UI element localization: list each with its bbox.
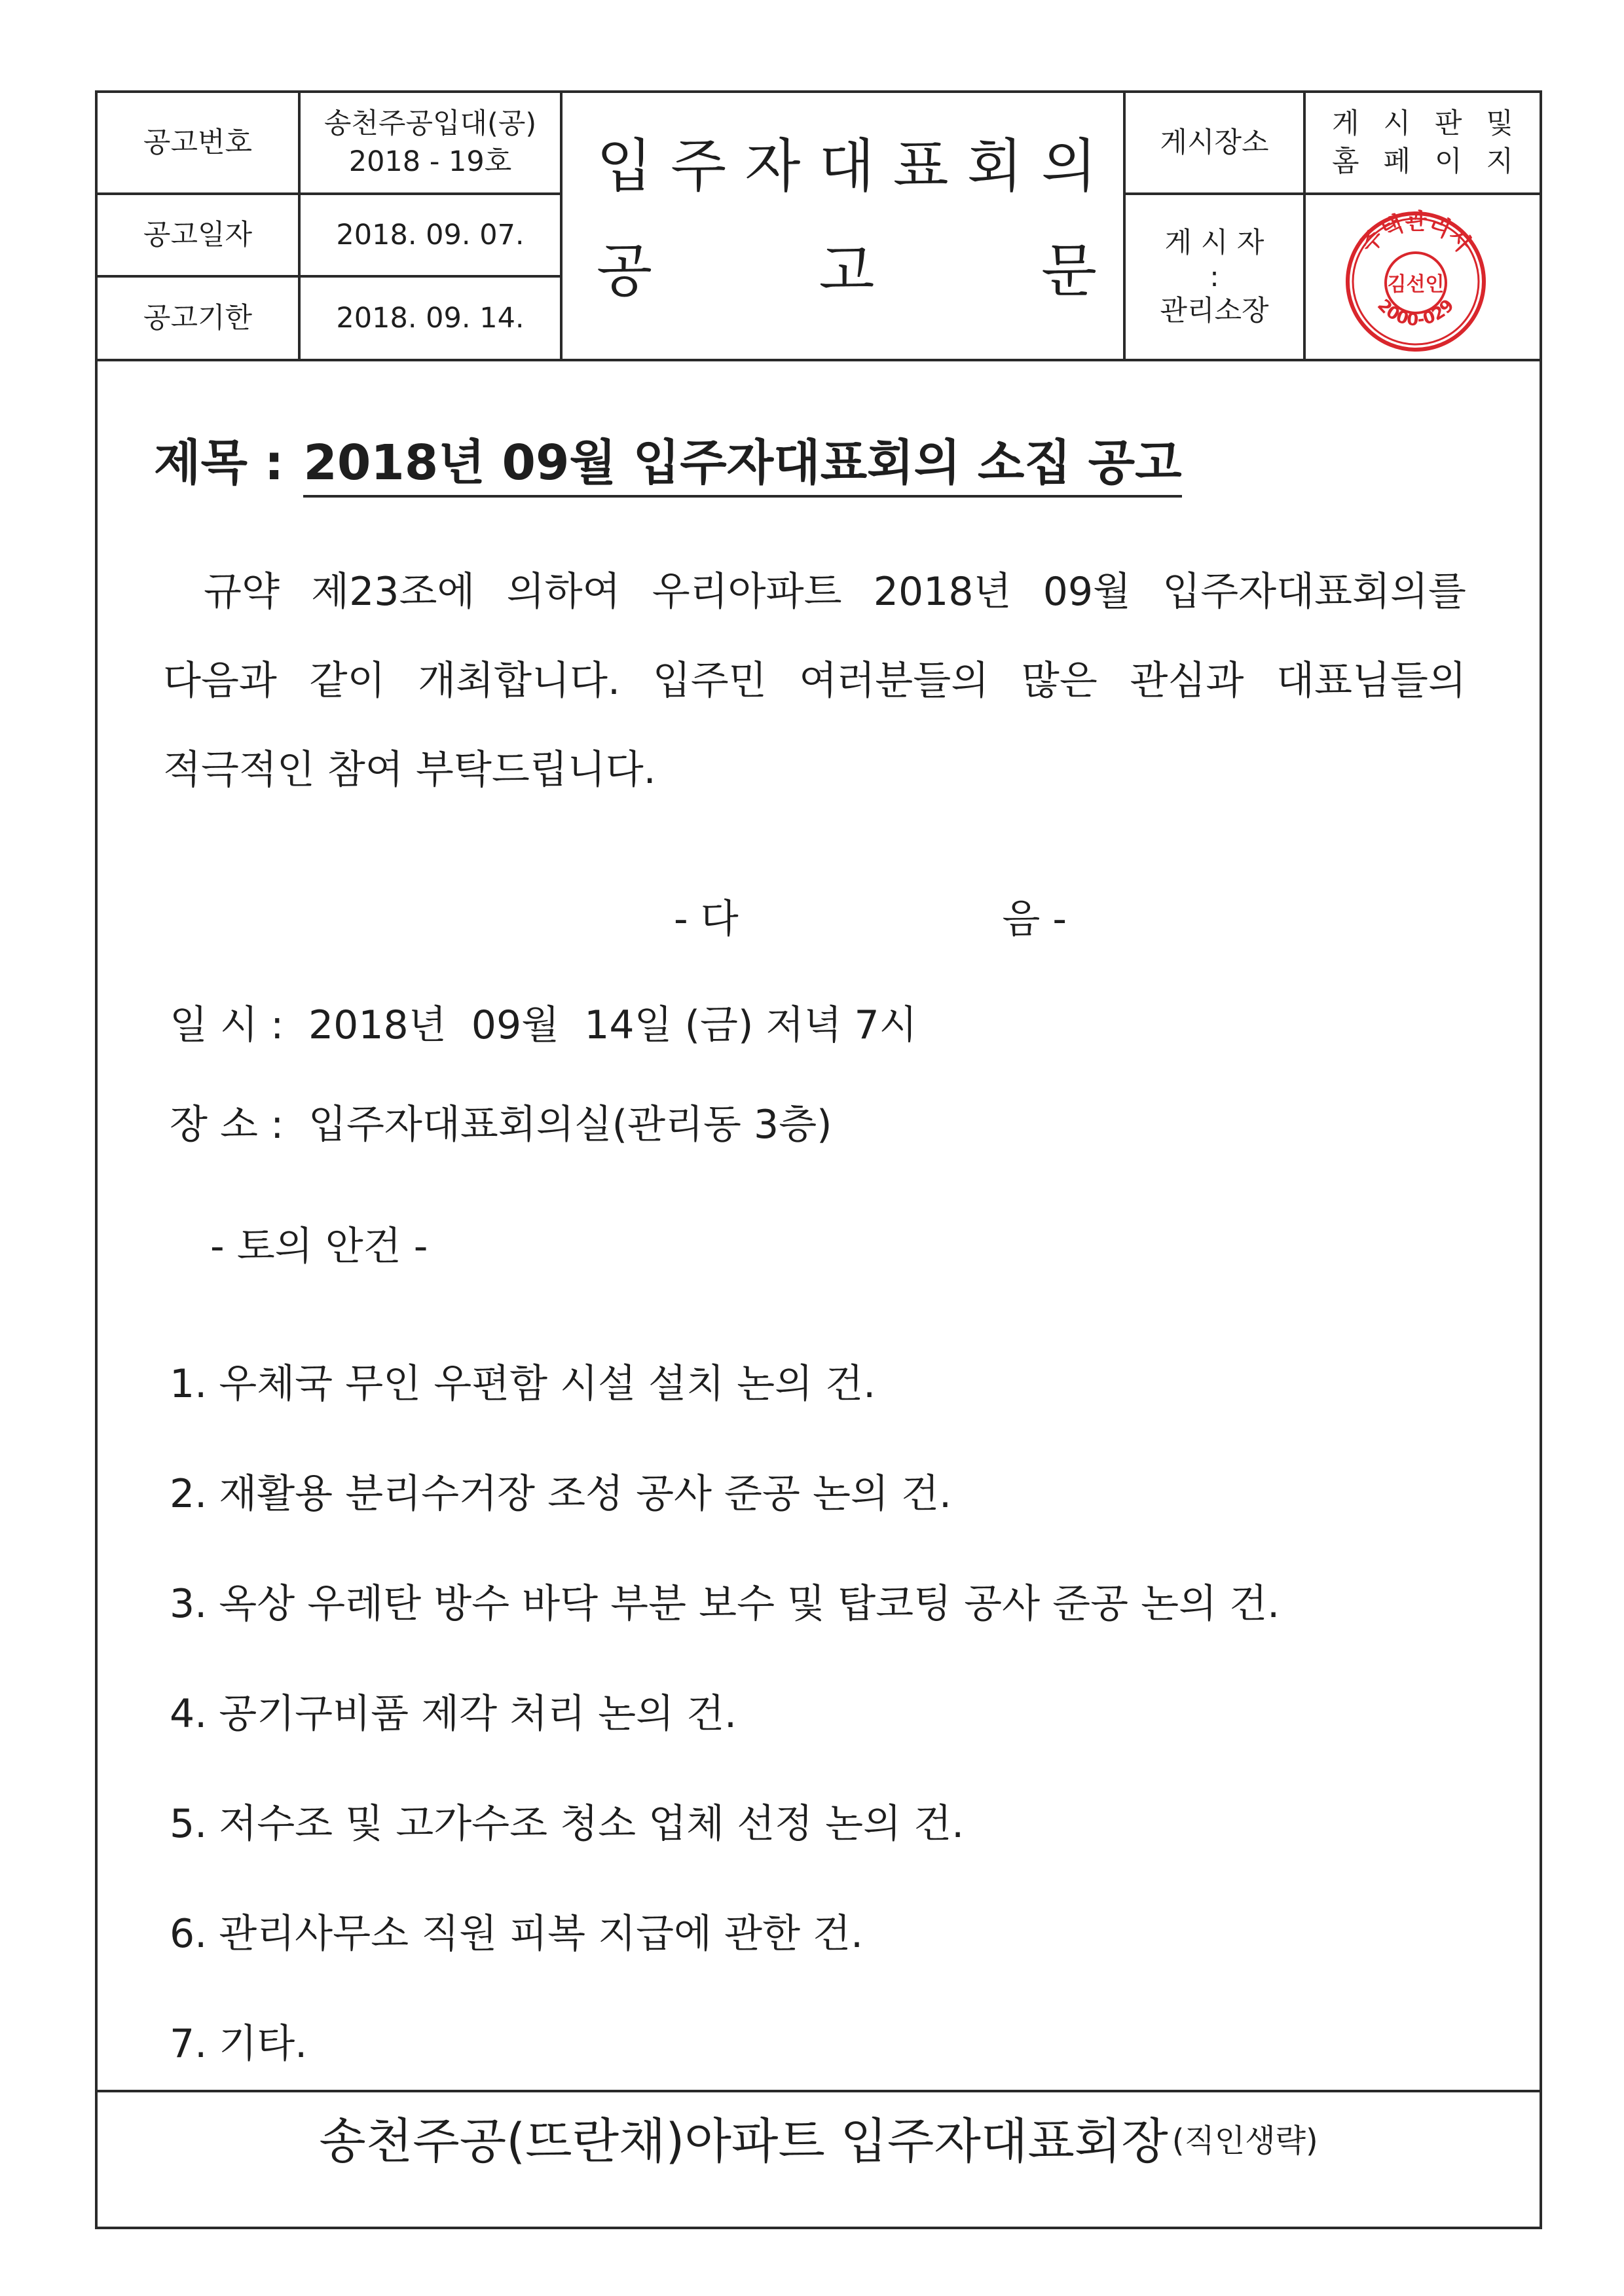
intro-word: 많은 (1021, 658, 1098, 704)
intro-word: 우리아파트 (652, 569, 842, 615)
title-char: 문 (1041, 237, 1097, 304)
details-heading-right: 음 - (1002, 896, 1067, 942)
subject-text: 2018년 09월 입주자대표회의 소집 공고 (303, 435, 1181, 498)
agenda-item-number: 7. (170, 2021, 208, 2067)
intro-word: 입주자대표회의를 (1162, 569, 1466, 615)
header-title (563, 93, 1123, 359)
agenda-item-text: 저수조 및 고가수조 청소 업체 선정 논의 건. (219, 1801, 965, 1847)
notice-frame (95, 90, 1542, 2229)
post-place-label-text: 게시장소 (1160, 126, 1269, 159)
footer-divider (98, 2090, 1540, 2092)
intro-word: 의하여 (506, 569, 621, 615)
intro-word: 09월 (1043, 569, 1131, 615)
notice-no-label (98, 93, 298, 192)
agenda-item (170, 1798, 964, 1850)
meeting-when-value: 2018년 09월 14일 (금) 저녁 7시 (308, 1002, 917, 1048)
subject-prefix: 제목 : (154, 435, 284, 491)
meeting-where-value: 입주자대표회의실(관리동 3층) (308, 1102, 832, 1148)
post-place-value-line1 (1332, 105, 1513, 143)
agenda-item-number: 5. (170, 1801, 208, 1847)
agenda-heading: - 토의 안건 - (210, 1224, 428, 1269)
post-place-char: 이 (1434, 145, 1462, 178)
title-char: 자 (745, 132, 801, 200)
agenda-item-text: 옥상 우레탄 방수 바닥 부분 보수 및 탑코팅 공사 준공 논의 건. (219, 1581, 1280, 1627)
intro-line3-text: 적극적인 참여 부탁드립니다. (163, 747, 656, 793)
title-char: 회 (967, 132, 1023, 200)
intro-word: 개최합니다. (418, 658, 621, 704)
intro-word: 여러분들의 (799, 658, 989, 704)
title-char: 표 (893, 132, 949, 200)
details-heading (674, 893, 1067, 945)
meeting-when (170, 999, 917, 1051)
title-line1 (563, 134, 1123, 199)
intro-word: 같이 (309, 658, 386, 704)
post-place-value-line2 (1332, 143, 1513, 181)
agenda-item (170, 1688, 737, 1740)
notice-date-label (98, 195, 298, 275)
intro-word: 관심과 (1130, 658, 1244, 704)
notice-date-value-text: 2018. 09. 07. (336, 219, 525, 251)
post-place-value (1306, 93, 1540, 192)
agenda-item (170, 2018, 307, 2070)
title-char: 공 (597, 237, 653, 304)
title-char: 고 (819, 237, 875, 304)
agenda-item-number: 1. (170, 1361, 208, 1407)
intro-word: 다음과 (163, 658, 277, 704)
subject-heading (154, 433, 1182, 492)
agenda-item (170, 1578, 1280, 1630)
agenda-item (170, 1358, 876, 1410)
title-char: 입 (597, 132, 653, 200)
intro-line2 (163, 655, 1466, 707)
title-line2 (563, 238, 1123, 304)
agenda-item-number: 6. (170, 1911, 208, 1957)
notice-no-label-text: 공고번호 (143, 126, 253, 159)
post-place-char: 페 (1383, 145, 1411, 178)
poster-label-line1: 게 시 자 (1164, 227, 1264, 259)
agenda-item-text: 관리사무소 직원 피복 지급에 관한 건. (219, 1911, 864, 1957)
post-place-char: 판 (1434, 107, 1462, 140)
post-place-char: 및 (1486, 107, 1513, 140)
post-place-char: 지 (1486, 145, 1513, 178)
notice-header-table (98, 93, 1540, 361)
agenda-item-text: 우체국 무인 우편함 시설 설치 논의 건. (219, 1361, 876, 1407)
svg-text:주택관리사 (1355, 210, 1477, 259)
intro-word: 입주민 (652, 658, 767, 704)
title-char: 의 (1041, 132, 1097, 200)
intro-word: 규약 (204, 569, 280, 615)
seal-text-center: 김선인 (1387, 273, 1445, 296)
intro-word: 제23조에 (311, 569, 475, 615)
footer-signer: 송천주공(뜨란채)아파트 입주자대표회장 (319, 2113, 1168, 2170)
notice-date-label-text: 공고일자 (143, 219, 253, 251)
title-char: 대 (819, 132, 875, 200)
agenda-item-text: 공기구비품 제각 처리 논의 건. (219, 1691, 737, 1737)
post-place-char: 시 (1383, 107, 1411, 140)
title-char: 주 (671, 132, 727, 200)
notice-date-value (301, 195, 560, 275)
poster-label-line3: 관리소장 (1160, 295, 1269, 327)
footer-seal-note: (직인생략) (1172, 2122, 1318, 2159)
poster-label-line2: : (1209, 261, 1219, 293)
post-place-char: 게 (1332, 107, 1359, 140)
agenda-item-number: 4. (170, 1691, 208, 1737)
agenda-item (170, 1908, 863, 1960)
agenda-item-number: 3. (170, 1581, 208, 1627)
notice-deadline-value-text: 2018. 09. 14. (336, 302, 525, 335)
notice-deadline-value (301, 278, 560, 359)
agenda-item-text: 기타. (219, 2021, 308, 2067)
post-place-label (1126, 93, 1303, 192)
meeting-where-label: 장 소 : (170, 1102, 284, 1148)
notice-no-value-line2: 2018 - 19호 (348, 145, 512, 178)
notice-deadline-label-text: 공고기한 (143, 302, 253, 335)
official-seal-icon (1344, 210, 1488, 354)
seal-text-bottom: 2000-029 (1373, 295, 1458, 331)
details-heading-left: - 다 (674, 896, 739, 942)
agenda-item (170, 1468, 951, 1520)
agenda-item-number: 2. (170, 1471, 208, 1517)
notice-no-value (301, 93, 560, 192)
poster-label (1126, 195, 1303, 359)
intro-line3 (163, 744, 1466, 796)
notice-no-value-line1: 송천주공입대(공) (323, 107, 537, 140)
footer-signature (98, 2095, 1540, 2180)
meeting-when-label: 일 시 : (170, 1002, 284, 1048)
intro-word: 대표님들의 (1276, 658, 1466, 704)
notice-deadline-label (98, 278, 298, 359)
svg-text:2000-029 (1373, 296, 1458, 331)
seal-text-top: 주택관리사 (1355, 210, 1477, 258)
intro-line1 (163, 566, 1466, 618)
agenda-item-text: 재활용 분리수거장 조성 공사 준공 논의 건. (219, 1471, 952, 1517)
meeting-where (170, 1099, 832, 1151)
post-place-char: 홈 (1332, 145, 1359, 178)
intro-word: 2018년 (873, 569, 1012, 615)
